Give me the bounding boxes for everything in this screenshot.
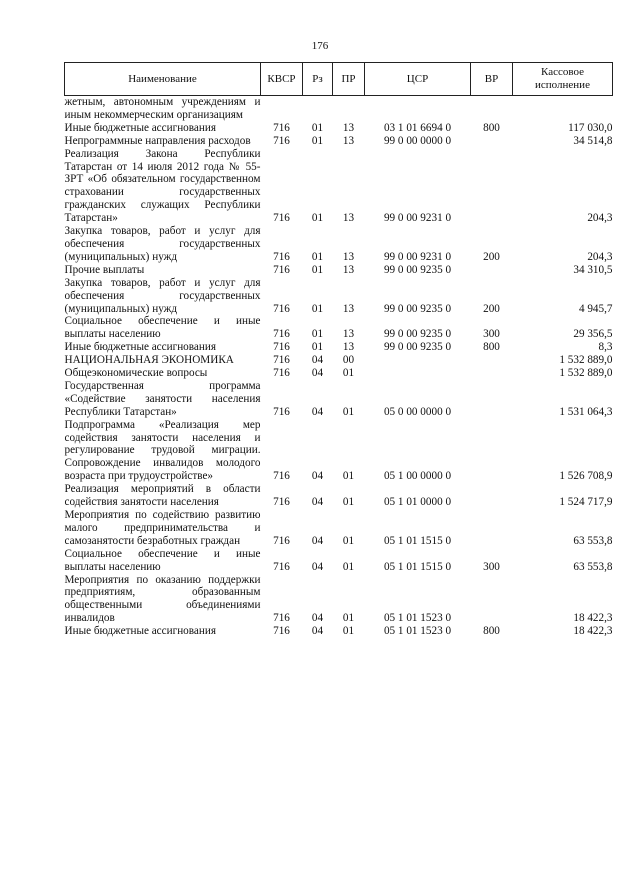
row-name: Мероприятия по содействию развитию малого предпринимательства и самозанятости безработных граждан	[64, 509, 261, 547]
row-pr: 01	[342, 470, 355, 483]
row-kvsr	[261, 96, 303, 122]
row-pr: 13	[342, 302, 355, 315]
row-amount	[513, 96, 613, 122]
row-amount: 204,3	[587, 250, 613, 263]
row-name: Социальное обеспечение и иные выплаты населению	[64, 547, 261, 573]
row-vr	[471, 574, 513, 626]
row-vr	[471, 419, 513, 484]
row-kvsr: 716	[273, 405, 290, 418]
row-rz: 04	[311, 367, 324, 380]
row-kvsr: 716	[273, 341, 290, 354]
table-row	[65, 148, 613, 225]
row-kvsr: 716	[273, 534, 290, 547]
row-csr: 05 0 00 0000 0	[383, 405, 452, 418]
row-pr: 13	[342, 328, 355, 341]
row-vr	[471, 96, 513, 122]
table-row	[65, 341, 613, 354]
row-rz: 04	[311, 405, 324, 418]
row-vr	[471, 509, 513, 548]
row-csr	[365, 354, 471, 367]
row-name: Государственная программа «Содействие занятости населения Республики Татарстан»	[64, 379, 261, 418]
table-row	[65, 277, 613, 316]
table-row	[65, 96, 613, 122]
table-row	[65, 225, 613, 264]
row-pr: 13	[342, 134, 355, 147]
table-row	[65, 122, 613, 135]
row-csr: 05 1 01 0000 0	[383, 496, 452, 509]
table-row	[65, 419, 613, 484]
row-kvsr: 716	[273, 496, 290, 509]
header-pr: ПР	[333, 63, 365, 96]
row-csr: 05 1 01 1523 0	[383, 625, 452, 638]
row-vr: 200	[483, 302, 500, 315]
row-kvsr: 716	[273, 250, 290, 263]
table-body	[65, 96, 613, 639]
row-name: Социальное обеспечение и иные выплаты населению	[64, 315, 261, 341]
row-rz: 04	[311, 496, 324, 509]
row-kvsr: 716	[273, 560, 290, 573]
row-amount: 1 532 889,0	[559, 367, 613, 380]
row-name: Иные бюджетные ассигнования	[64, 121, 216, 134]
row-rz: 01	[311, 212, 324, 225]
table-row	[65, 625, 613, 638]
row-name: Непрограммные направления расходов	[64, 134, 251, 147]
row-csr: 05 1 01 1523 0	[383, 612, 452, 625]
row-rz: 04	[311, 354, 324, 367]
row-kvsr: 716	[273, 367, 290, 380]
row-amount: 1 532 889,0	[559, 354, 613, 367]
row-name: жетным, автономным учреждениям и иным некоммерческим организациям	[64, 96, 261, 121]
row-pr: 13	[342, 250, 355, 263]
row-kvsr: 716	[273, 470, 290, 483]
row-kvsr: 716	[273, 612, 290, 625]
row-kvsr: 716	[273, 121, 290, 134]
row-rz: 04	[311, 470, 324, 483]
row-amount: 4 945,7	[578, 302, 613, 315]
row-name: Мероприятия по оказанию поддержки предприятиям, образованным общественными объединениями инвалидов	[64, 573, 261, 625]
row-csr: 05 1 01 1515 0	[383, 560, 452, 573]
row-csr: 99 0 00 9235 0	[383, 328, 452, 341]
row-name: Закупка товаров, работ и услуг для обеспечения государственных (муниципальных) нужд	[64, 276, 261, 315]
row-name: Закупка товаров, работ и услуг для обеспечения государственных (муниципальных) нужд	[64, 225, 261, 263]
row-rz: 01	[311, 341, 324, 354]
row-amount: 1 524 717,9	[559, 496, 613, 509]
row-vr: 300	[483, 328, 500, 341]
table-row	[65, 548, 613, 574]
table-row	[65, 135, 613, 148]
page-number: 176	[311, 40, 329, 52]
row-name: Реализация Закона Республики Татарстан от 14 июля 2012 года № 55-ЗРТ «Об обязательном государственном страховании государственных гражданских служащих Республики Татарстан»	[64, 147, 261, 225]
row-amount: 204,3	[587, 212, 613, 225]
table-row	[65, 380, 613, 419]
row-kvsr: 716	[273, 263, 290, 276]
row-pr: 00	[342, 354, 355, 367]
row-name: Реализация мероприятий в области содействия занятости населения	[64, 483, 261, 509]
row-vr: 800	[483, 121, 500, 134]
row-pr: 01	[342, 496, 355, 509]
row-vr	[471, 380, 513, 419]
row-csr: 05 1 01 1515 0	[383, 534, 452, 547]
row-csr: 99 0 00 0000 0	[383, 134, 452, 147]
row-csr	[365, 367, 471, 380]
row-amount: 18 422,3	[573, 625, 613, 638]
row-rz: 01	[311, 302, 324, 315]
header-name: Наименование	[65, 63, 261, 96]
row-csr: 99 0 00 9231 0	[383, 250, 452, 263]
row-rz: 01	[311, 134, 324, 147]
table-row	[65, 367, 613, 380]
row-rz: 01	[311, 121, 324, 134]
row-rz: 01	[311, 328, 324, 341]
row-name: Иные бюджетные ассигнования	[64, 625, 216, 638]
row-kvsr: 716	[273, 302, 290, 315]
row-vr	[471, 483, 513, 509]
row-kvsr: 716	[273, 625, 290, 638]
row-rz: 01	[311, 263, 324, 276]
row-name: Иные бюджетные ассигнования	[64, 341, 216, 354]
row-pr: 13	[342, 341, 355, 354]
row-vr	[471, 135, 513, 148]
row-rz: 04	[311, 625, 324, 638]
row-pr: 01	[342, 534, 355, 547]
row-amount: 29 356,5	[573, 328, 613, 341]
header-rz: Рз	[303, 63, 333, 96]
row-csr: 99 0 00 9231 0	[383, 212, 452, 225]
row-amount: 63 553,8	[573, 560, 613, 573]
table-row	[65, 509, 613, 548]
row-kvsr: 716	[273, 212, 290, 225]
row-pr: 01	[342, 612, 355, 625]
row-name: Подпрограмма «Реализация мер содействия занятости населения и регулирование трудовой миграции. Сопровождение инвалидов молодого возраста при трудоустройстве»	[64, 418, 261, 483]
row-pr	[333, 96, 365, 122]
row-amount: 8,3	[598, 341, 613, 354]
row-vr	[471, 367, 513, 380]
header-csr: ЦСР	[365, 63, 471, 96]
table-row	[65, 483, 613, 509]
row-rz: 04	[311, 560, 324, 573]
row-vr	[471, 264, 513, 277]
table-row	[65, 315, 613, 341]
row-kvsr: 716	[273, 354, 290, 367]
row-csr	[365, 96, 471, 122]
row-amount: 117 030,0	[568, 121, 613, 134]
row-name: Прочие выплаты	[64, 263, 145, 276]
row-amount: 18 422,3	[573, 612, 613, 625]
row-amount: 63 553,8	[573, 534, 613, 547]
row-rz: 04	[311, 612, 324, 625]
budget-table	[64, 62, 613, 638]
row-pr: 01	[342, 405, 355, 418]
row-vr	[471, 354, 513, 367]
row-pr: 13	[342, 121, 355, 134]
row-kvsr: 716	[273, 328, 290, 341]
table-row	[65, 574, 613, 626]
row-rz: 04	[311, 534, 324, 547]
row-pr: 13	[342, 212, 355, 225]
row-amount: 1 531 064,3	[559, 405, 613, 418]
table-row	[65, 264, 613, 277]
row-amount: 34 514,8	[573, 134, 613, 147]
row-amount: 34 310,5	[573, 263, 613, 276]
row-rz: 01	[311, 250, 324, 263]
row-kvsr: 716	[273, 134, 290, 147]
row-rz	[303, 96, 333, 122]
row-pr: 01	[342, 367, 355, 380]
row-vr: 800	[483, 341, 500, 354]
row-csr: 99 0 00 9235 0	[383, 263, 452, 276]
row-name: НАЦИОНАЛЬНАЯ ЭКОНОМИКА	[64, 354, 234, 367]
table-row	[65, 354, 613, 367]
row-csr: 05 1 00 0000 0	[383, 470, 452, 483]
row-pr: 01	[342, 560, 355, 573]
header-vr: ВР	[471, 63, 513, 96]
table-header	[65, 63, 613, 96]
row-amount: 1 526 708,9	[559, 470, 613, 483]
row-csr: 99 0 00 9235 0	[383, 341, 452, 354]
row-pr: 01	[342, 625, 355, 638]
row-vr: 800	[483, 625, 500, 638]
row-vr: 200	[483, 250, 500, 263]
row-vr	[471, 148, 513, 225]
row-pr: 13	[342, 263, 355, 276]
row-csr: 03 1 01 6694 0	[383, 121, 452, 134]
row-name: Общеэкономические вопросы	[64, 367, 208, 380]
header-amount: Кассовое исполнение	[513, 63, 613, 96]
header-kvsr: КВСР	[261, 63, 303, 96]
row-vr: 300	[483, 560, 500, 573]
row-csr: 99 0 00 9235 0	[383, 302, 452, 315]
